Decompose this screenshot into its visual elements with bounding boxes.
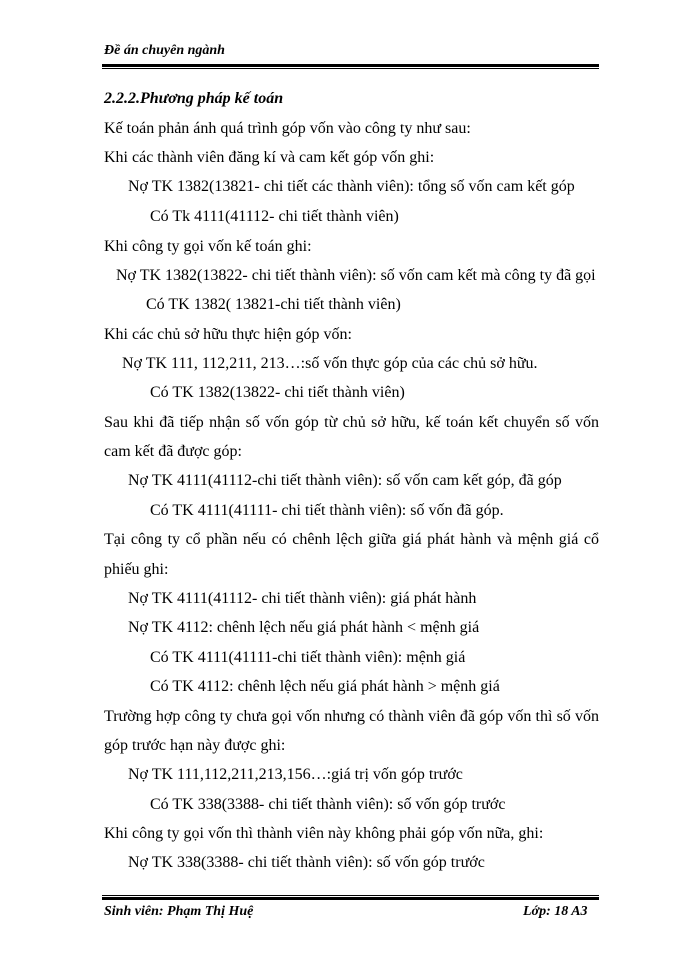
journal-entry-debit: Nợ TK 4112: chênh lệch nếu giá phát hành < mệnh giá	[128, 619, 480, 636]
text-line: góp trước hạn này được ghi:	[104, 737, 286, 754]
journal-entry-credit: Có TK 4112: chênh lệch nếu giá phát hành > mệnh giá	[150, 678, 500, 695]
text-line: Tại công ty cổ phần nếu có chênh lệch giữa giá phát hành và mệnh giá cổ	[104, 531, 599, 548]
text-line: Khi các chủ sở hữu thực hiện góp vốn:	[104, 326, 352, 343]
header-rule-thin	[102, 68, 599, 69]
text-line: Sau khi đã tiếp nhận số vốn góp từ chủ sở hữu, kế toán kết chuyển số vốn	[104, 414, 599, 431]
journal-entry-credit: Có Tk 4111(41112- chi tiết thành viên)	[150, 208, 399, 225]
text-line: Khi công ty gọi vốn kế toán ghi:	[104, 238, 312, 255]
journal-entry-credit: Có TK 1382( 13821-chi tiết thành viên)	[146, 296, 401, 313]
journal-entry-credit: Có TK 4111(41111-chi tiết thành viên): mệnh giá	[150, 649, 466, 666]
header-rule-thick	[102, 64, 599, 67]
journal-entry-debit: Nợ TK 1382(13821- chi tiết các thành viên): tổng số vốn cam kết góp	[128, 178, 575, 195]
journal-entry-debit: Nợ TK 4111(41112- chi tiết thành viên): giá phát hành	[128, 590, 477, 607]
text-line: Khi các thành viên đăng kí và cam kết góp vốn ghi:	[104, 149, 435, 166]
footer-student: Sinh viên: Phạm Thị Huệ	[104, 904, 254, 919]
journal-entry-debit: Nợ TK 111, 112,211, 213…:số vốn thực góp của các chủ sở hữu.	[122, 355, 538, 372]
header-title: Đề án chuyên ngành	[104, 43, 225, 58]
footer-rule-thin	[102, 895, 599, 896]
footer-rule-thick	[102, 897, 599, 900]
text-line: Trường hợp công ty chưa gọi vốn nhưng có thành viên đã góp vốn thì số vốn	[104, 708, 599, 725]
footer-class: Lớp: 18 A3	[523, 904, 588, 919]
text-line: Khi công ty gọi vốn thì thành viên này không phải góp vốn nữa, ghi:	[104, 825, 544, 842]
journal-entry-debit: Nợ TK 1382(13822- chi tiết thành viên): số vốn cam kết mà công ty đã gọi	[116, 267, 596, 284]
journal-entry-credit: Có TK 338(3388- chi tiết thành viên): số vốn góp trước	[150, 796, 506, 813]
text-line: Kế toán phản ánh quá trình góp vốn vào công ty như sau:	[104, 120, 471, 137]
text-line: cam kết đã được góp:	[104, 443, 242, 460]
section-heading: 2.2.2.Phương pháp kế toán	[104, 90, 284, 107]
text-line: phiếu ghi:	[104, 561, 169, 578]
journal-entry-debit: Nợ TK 338(3388- chi tiết thành viên): số vốn góp trước	[128, 854, 485, 871]
journal-entry-debit: Nợ TK 4111(41112-chi tiết thành viên): số vốn cam kết góp, đã góp	[128, 472, 562, 489]
journal-entry-debit: Nợ TK 111,112,211,213,156…:giá trị vốn góp trước	[128, 766, 463, 783]
journal-entry-credit: Có TK 4111(41111- chi tiết thành viên): số vốn đã góp.	[150, 502, 504, 519]
journal-entry-credit: Có TK 1382(13822- chi tiết thành viên)	[150, 384, 405, 401]
